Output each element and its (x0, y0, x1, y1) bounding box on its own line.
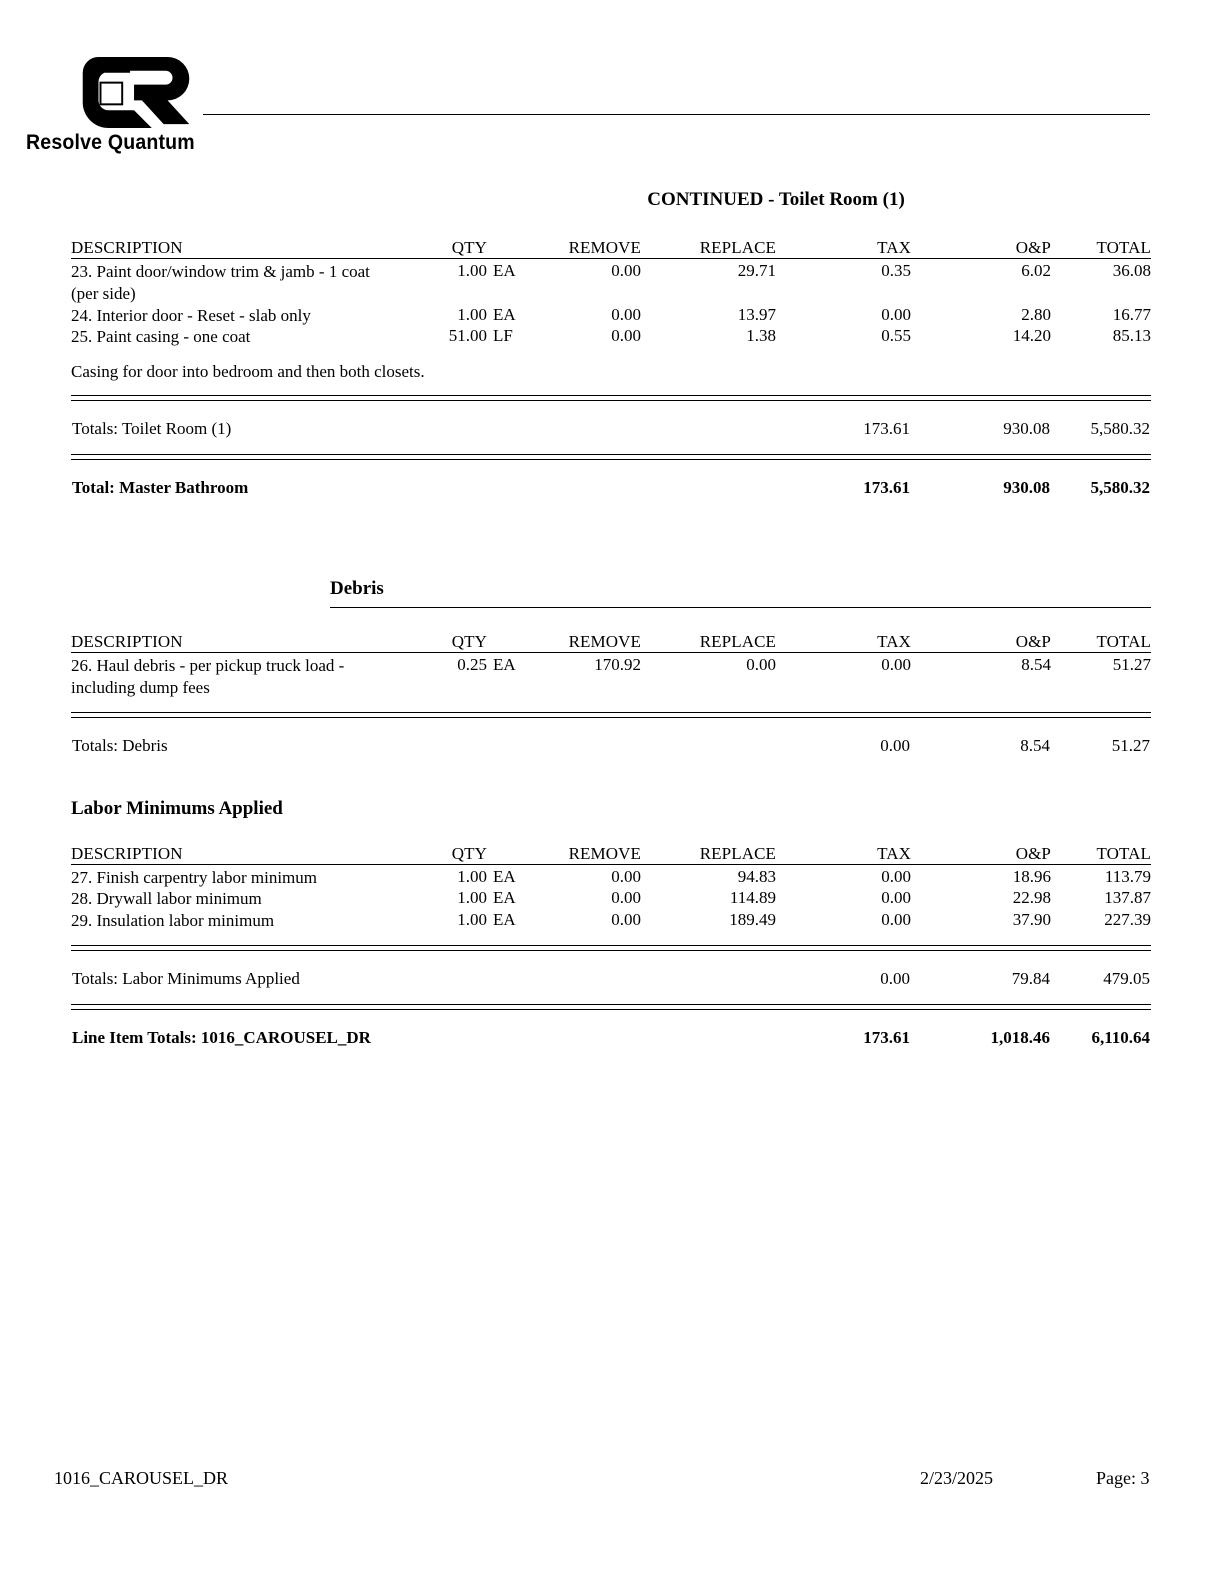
table-row (71, 867, 1151, 889)
table-row (71, 655, 1151, 699)
cell-total: 137.87 (1104, 888, 1151, 908)
cell-tax: 0.00 (881, 910, 911, 929)
cell-qty (401, 261, 521, 305)
cell-replace: 189.49 (729, 910, 776, 929)
cell-replace: 13.97 (737, 304, 776, 324)
column-header-remove: REMOVE (568, 238, 641, 257)
cell-qty (401, 655, 521, 699)
totals-label: Line Item Totals: 1016_CAROUSEL_DR (72, 1027, 371, 1047)
cell-qty-unit: EA (493, 655, 516, 674)
footer-page-number: Page: 3 (1096, 1468, 1150, 1488)
cell-remove: 0.00 (611, 304, 641, 324)
column-header-description: DESCRIPTION (71, 632, 183, 651)
totals-total: 6,110.64 (1091, 1027, 1151, 1047)
table-row (71, 261, 1151, 305)
document-body (71, 185, 1151, 1050)
table-header-row (71, 238, 1151, 258)
line-items-table-toilet-room (71, 238, 1151, 258)
totals-total: 5,580.32 (1090, 478, 1151, 497)
column-header-op: O&P (1015, 632, 1051, 651)
cell-qty-value: 1.00 (457, 910, 487, 929)
totals-label: Totals: Toilet Room (1) (72, 419, 232, 438)
cell-total: 36.08 (1112, 261, 1151, 280)
column-header-total: TOTAL (1096, 632, 1151, 651)
cell-qty-value: 1.00 (457, 304, 487, 324)
cell-description: 28. Drywall labor minimum (71, 889, 262, 909)
cell-total: 16.77 (1112, 304, 1151, 324)
section-totals-debris (71, 718, 1151, 758)
cell-replace: 29.71 (737, 261, 776, 280)
line-item-note: Casing for door into bedroom and then both closets. (71, 362, 425, 381)
cell-tax: 0.00 (881, 888, 911, 908)
table-row (71, 910, 1151, 932)
header-divider (203, 114, 1150, 115)
column-header-qty: QTY (451, 632, 487, 651)
cell-qty-value: 1.00 (457, 866, 487, 886)
grand-totals-master-bathroom (71, 460, 1151, 500)
totals-row (71, 951, 1151, 991)
cell-remove: 0.00 (611, 866, 641, 886)
totals-op: 8.54 (1020, 735, 1051, 755)
column-header-replace: REPLACE (699, 238, 776, 257)
cell-remove: 0.00 (611, 888, 641, 908)
totals-total: 479.05 (1103, 968, 1151, 988)
totals-row (71, 718, 1151, 758)
cell-qty-unit: EA (493, 304, 516, 324)
column-header-total: TOTAL (1096, 843, 1151, 863)
cell-total: 51.27 (1112, 655, 1151, 674)
cell-remove: 170.92 (594, 655, 641, 674)
cell-qty-value: 1.00 (457, 261, 487, 280)
totals-row (71, 1010, 1151, 1050)
totals-label: Totals: Debris (72, 735, 168, 755)
cell-qty (401, 326, 521, 348)
table-header-row (71, 632, 1151, 652)
cell-remove: 0.00 (611, 910, 641, 929)
column-header-replace: REPLACE (699, 632, 776, 651)
cell-total: 85.13 (1112, 326, 1151, 346)
cell-op: 8.54 (1021, 655, 1051, 674)
resolve-quantum-logo-icon (72, 55, 202, 130)
totals-total: 5,580.32 (1090, 419, 1151, 438)
line-items-table-labor-minimums (71, 844, 1151, 864)
line-items-body-labor-minimums (71, 867, 1151, 932)
table-header-divider (71, 258, 1151, 259)
column-header-description: DESCRIPTION (71, 843, 183, 863)
cell-qty-unit: LF (493, 326, 513, 346)
footer-date: 2/23/2025 (920, 1468, 994, 1488)
cell-tax: 0.00 (881, 866, 911, 886)
column-header-op: O&P (1015, 843, 1051, 863)
cell-qty-unit: EA (493, 888, 516, 908)
brand-logo (24, 55, 204, 153)
section-totals-toilet-room (71, 401, 1151, 441)
section-heading-labor-minimums: Labor Minimums Applied (71, 797, 283, 819)
totals-total: 51.27 (1111, 735, 1151, 755)
cell-qty-unit: EA (493, 261, 516, 280)
cell-op: 2.80 (1021, 304, 1051, 324)
page-header (0, 0, 1224, 170)
cell-op: 22.98 (1012, 888, 1051, 908)
column-header-qty: QTY (451, 238, 487, 257)
cell-tax: 0.35 (881, 261, 911, 280)
footer-document-name: 1016_CAROUSEL_DR (54, 1468, 229, 1488)
cell-total: 113.79 (1104, 866, 1151, 886)
line-items-body-toilet-room (71, 261, 1151, 348)
cell-description: 25. Paint casing - one coat (71, 327, 251, 347)
cell-tax: 0.55 (881, 326, 911, 346)
column-header-qty: QTY (451, 843, 487, 863)
totals-tax: 173.61 (863, 1027, 911, 1047)
table-row (71, 326, 1151, 348)
totals-tax: 173.61 (863, 478, 911, 497)
totals-tax: 0.00 (880, 735, 911, 755)
column-header-tax: TAX (877, 632, 911, 651)
totals-op: 1,018.46 (990, 1027, 1051, 1047)
cell-qty (401, 867, 521, 889)
cell-description: 23. Paint door/window trim & jamb - 1 coat (per side) (71, 262, 370, 303)
cell-qty-value: 1.00 (457, 888, 487, 908)
column-header-total: TOTAL (1096, 238, 1151, 257)
cell-remove: 0.00 (611, 326, 641, 346)
page-title: CONTINUED - Toilet Room (1) (647, 189, 905, 210)
cell-total: 227.39 (1104, 910, 1151, 929)
cell-tax: 0.00 (881, 655, 911, 674)
cell-replace: 114.89 (729, 888, 776, 908)
cell-description: 29. Insulation labor minimum (71, 911, 275, 930)
cell-description: 24. Interior door - Reset - slab only (71, 305, 311, 325)
brand-wordmark: Resolve Quantum (26, 131, 195, 154)
cell-qty (401, 888, 521, 910)
section-heading-debris: Debris (330, 578, 1151, 608)
cell-qty (401, 910, 521, 932)
totals-tax: 173.61 (863, 419, 911, 438)
cell-replace: 1.38 (746, 326, 776, 346)
cell-qty (401, 305, 521, 327)
cell-description: 26. Haul debris - per pickup truck load - including dump fees (71, 656, 345, 697)
column-header-replace: REPLACE (699, 843, 776, 863)
totals-tax: 0.00 (880, 968, 911, 988)
totals-op: 79.84 (1011, 968, 1051, 988)
column-header-remove: REMOVE (568, 632, 641, 651)
totals-op: 930.08 (1003, 478, 1051, 497)
cell-replace: 0.00 (746, 655, 776, 674)
totals-op: 930.08 (1003, 419, 1051, 438)
table-header-divider (71, 864, 1151, 865)
cell-qty-unit: EA (493, 866, 516, 886)
cell-replace: 94.83 (737, 866, 776, 886)
column-header-description: DESCRIPTION (71, 238, 183, 257)
line-items-table-debris (71, 632, 1151, 652)
totals-label: Total: Master Bathroom (72, 478, 249, 497)
table-row (71, 888, 1151, 910)
line-item-grand-totals (71, 1010, 1151, 1050)
cell-remove: 0.00 (611, 261, 641, 280)
section-totals-labor-minimums (71, 951, 1151, 991)
line-items-body-debris (71, 655, 1151, 699)
table-row (71, 305, 1151, 327)
table-header-divider (71, 652, 1151, 653)
cell-tax: 0.00 (881, 304, 911, 324)
totals-row (71, 460, 1151, 500)
page-footer (0, 1468, 1224, 1498)
totals-label: Totals: Labor Minimums Applied (72, 968, 300, 988)
cell-qty-value: 51.00 (448, 326, 487, 346)
cell-op: 37.90 (1012, 910, 1051, 929)
cell-op: 6.02 (1021, 261, 1051, 280)
cell-qty-value: 0.25 (457, 655, 487, 674)
table-header-row (71, 844, 1151, 864)
cell-op: 18.96 (1012, 866, 1051, 886)
cell-op: 14.20 (1012, 326, 1051, 346)
cell-description: 27. Finish carpentry labor minimum (71, 867, 317, 887)
totals-row (71, 401, 1151, 441)
column-header-remove: REMOVE (568, 843, 641, 863)
column-header-tax: TAX (877, 843, 911, 863)
cell-qty-unit: EA (493, 910, 516, 929)
column-header-tax: TAX (877, 238, 911, 257)
column-header-op: O&P (1015, 238, 1051, 257)
